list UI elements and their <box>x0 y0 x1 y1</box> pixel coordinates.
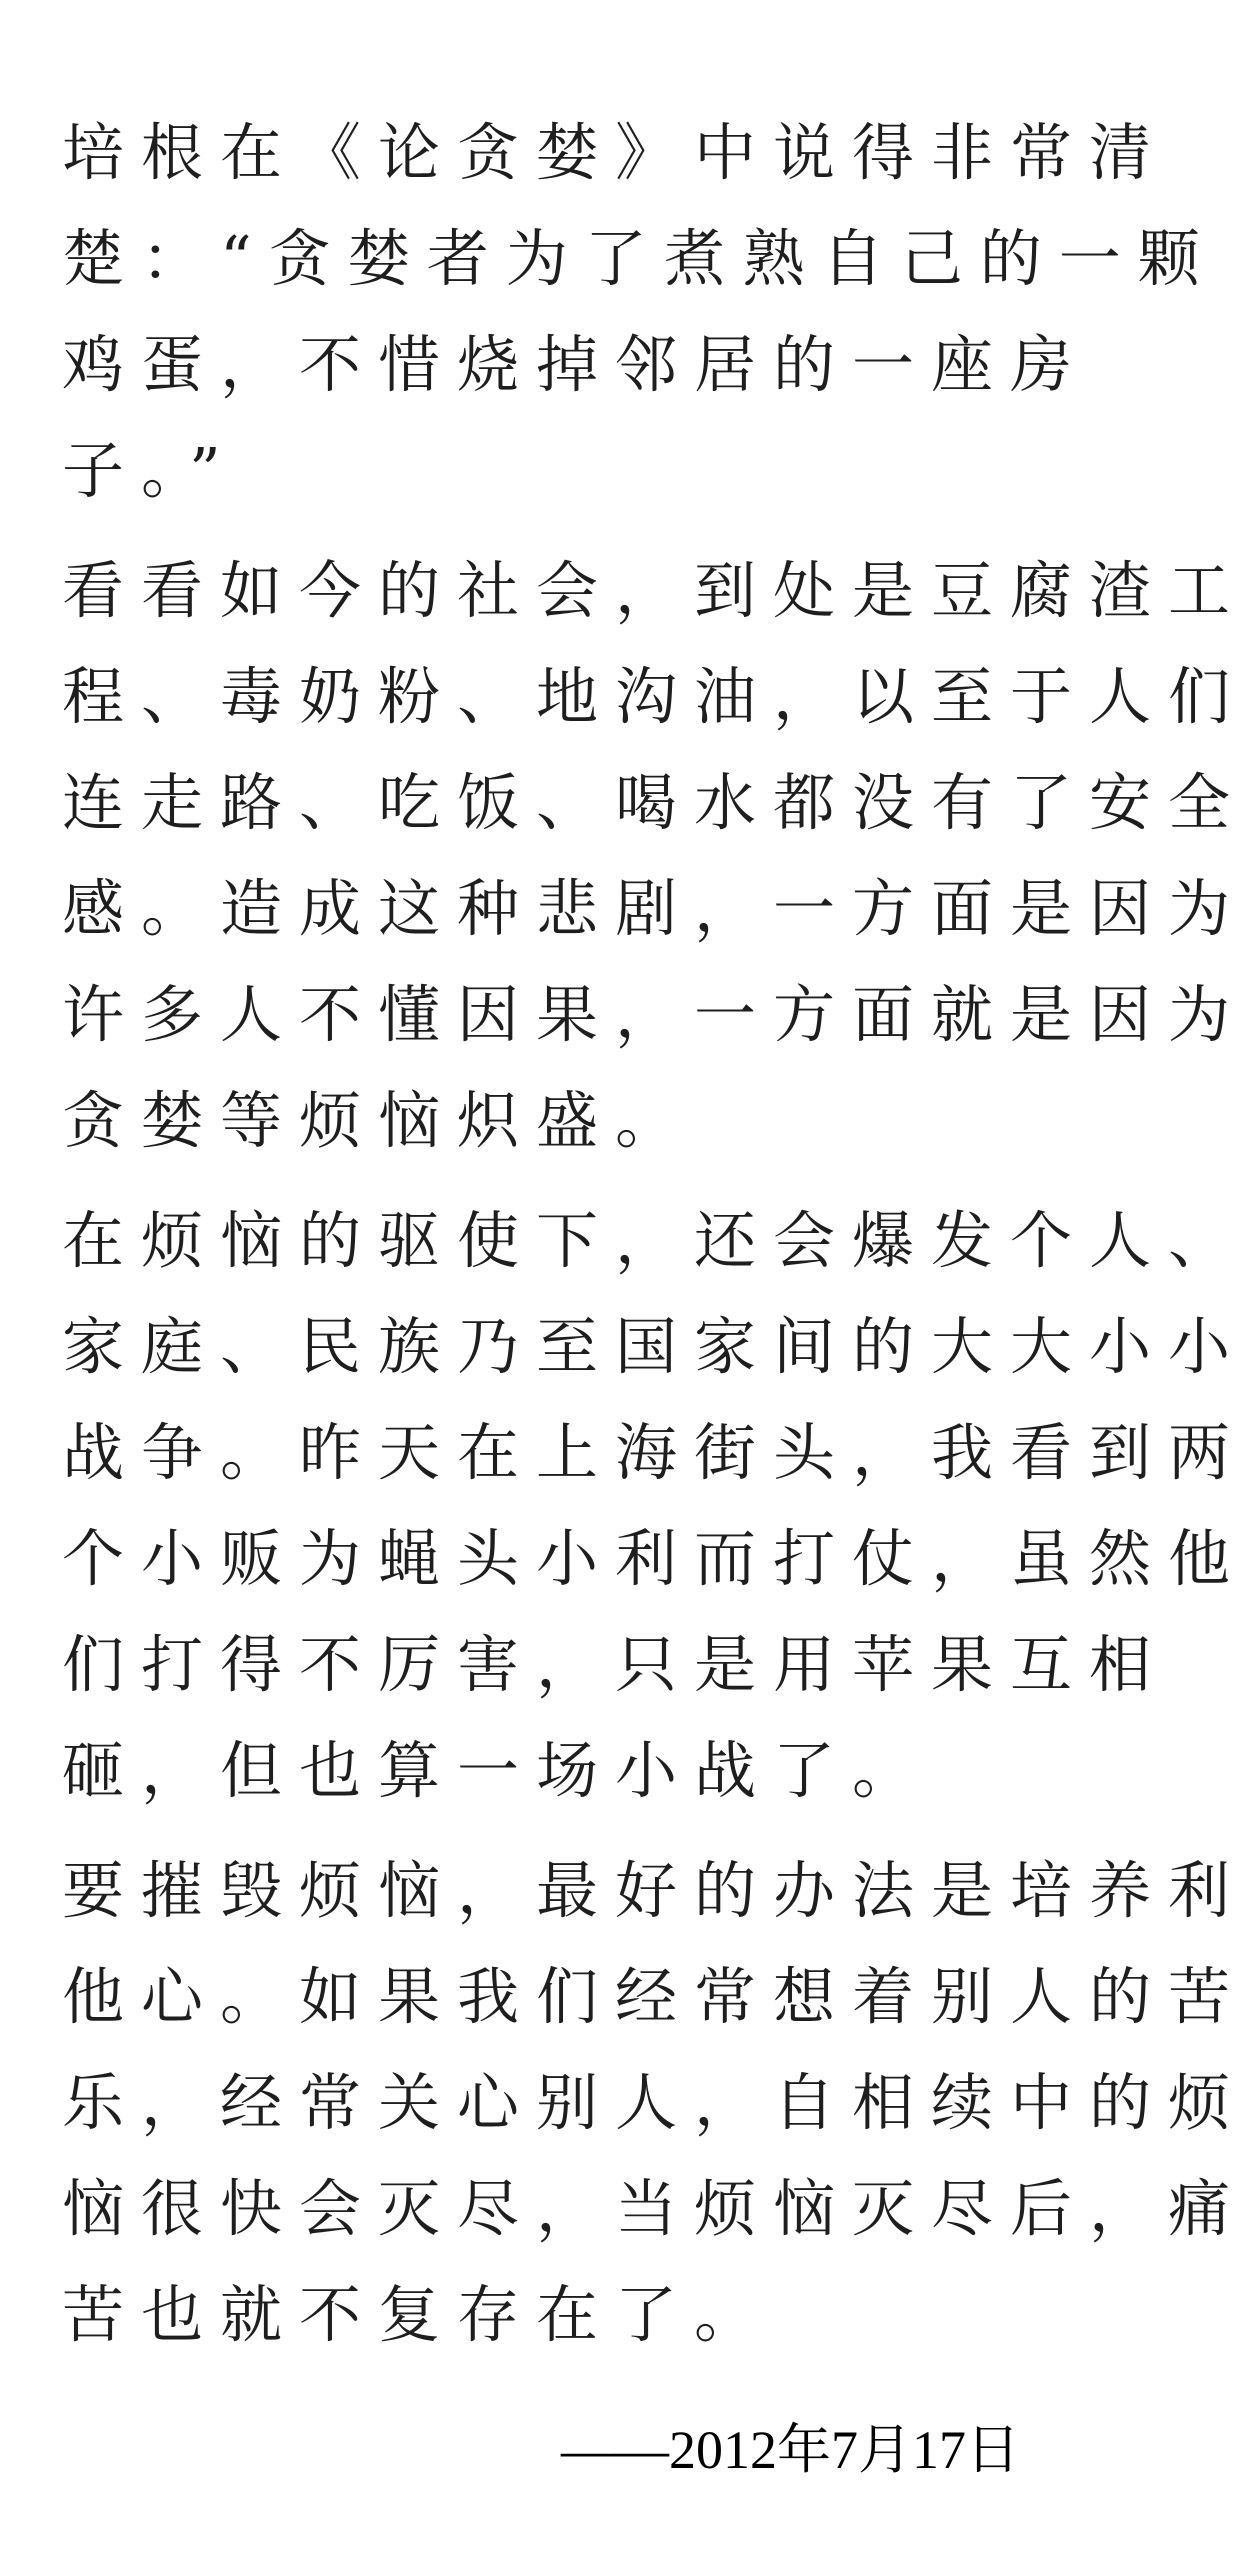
text-line: 们打得不厉害，只是用苹果互相 <box>62 1628 1169 1701</box>
text-line: 连走路、吃饭、喝水都没有了安全 <box>62 766 1247 839</box>
text-line: 乐，经常关心别人，自相续中的烦 <box>62 2066 1247 2139</box>
text-line: 培根在《论贪婪》中说得非常清 <box>62 116 1169 189</box>
text-line: 战争。昨天在上海街头，我看到两 <box>62 1416 1247 1489</box>
text-line: 许多人不懂因果，一方面就是因为 <box>62 978 1247 1051</box>
text-line: 个小贩为蝇头小利而打仗，虽然他 <box>62 1522 1247 1595</box>
text-line: 他心。如果我们经常想着别人的苦 <box>62 1960 1247 2033</box>
text-line: 在烦恼的驱使下，还会爆发个人、 <box>62 1204 1247 1277</box>
text-line: 看看如今的社会，到处是豆腐渣工 <box>62 554 1247 627</box>
paragraph-3 <box>62 1188 1247 1824</box>
text-line: 恼很快会灭尽，当烦恼灭尽后，痛 <box>62 2172 1247 2245</box>
text-line: 贪婪等烦恼炽盛。 <box>62 1084 695 1157</box>
text-line: 子。” <box>62 434 238 507</box>
text-line: 楚：“贪婪者为了煮熟自己的一颗 <box>62 222 1217 295</box>
date-signature: ——2012年7月17日 <box>561 2420 1020 2480</box>
text-line: 家庭、民族乃至国家间的大大小小 <box>62 1310 1247 1383</box>
text-line: 砸，但也算一场小战了。 <box>62 1734 932 1807</box>
paragraph-1 <box>62 100 1217 524</box>
text-line: 要摧毁烦恼，最好的办法是培养利 <box>62 1854 1247 1927</box>
text-line: 苦也就不复存在了。 <box>62 2278 774 2351</box>
text-line: 程、毒奶粉、地沟油，以至于人们 <box>62 660 1247 733</box>
text-line: 鸡蛋，不惜烧掉邻居的一座房 <box>62 328 1090 401</box>
paragraph-4 <box>62 1838 1247 2368</box>
text-line: 感。造成这种悲剧，一方面是因为 <box>62 872 1247 945</box>
paragraph-2 <box>62 538 1247 1174</box>
